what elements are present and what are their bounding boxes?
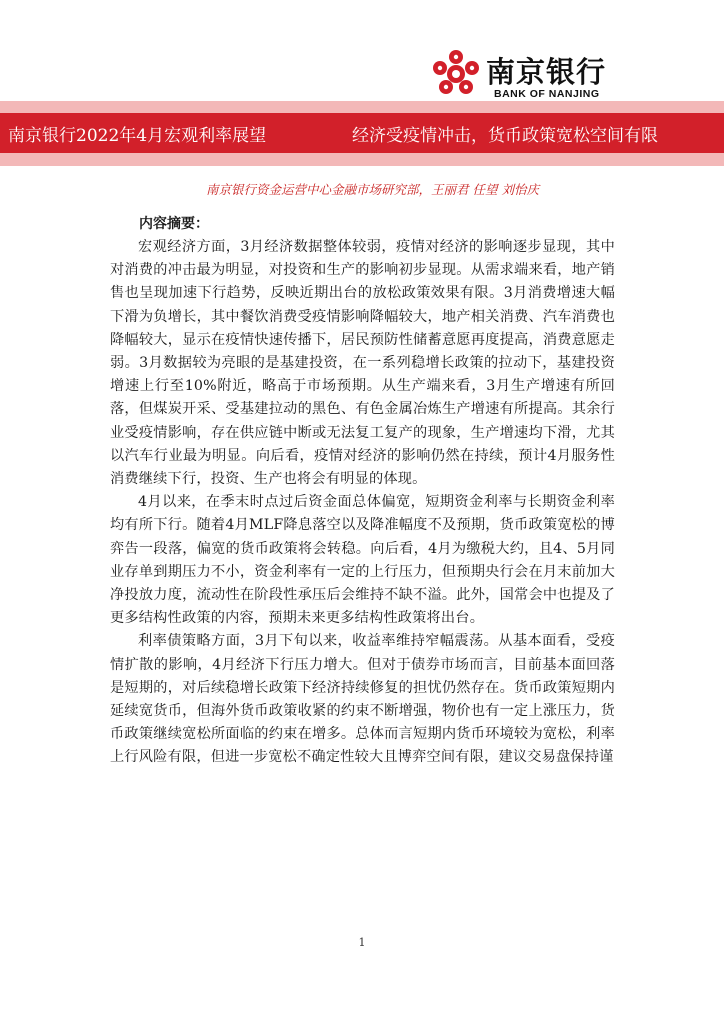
abstract-body — [110, 236, 615, 770]
report-title: 南京银行2022年4月宏观利率展望 — [8, 126, 267, 146]
logo-english-name: BANK OF NANJING — [494, 88, 600, 100]
paragraph-macro: 宏观经济方面，3月经济数据整体较弱，疫情对经济的影响逐步显现，其中对消费的冲击最为明显，对投资和生产的影响初步显现。从需求端来看，地产销售也呈现加速下行趋势，反映近期出台的放松政策效果有限。3月消费增速大幅下滑为负增长，其中餐饮消费受疫情影响降幅较大，地产相关消费、汽车消费也降幅较大，显示在疫情快速传播下，居民预防性储蓄意愿再度提高，消费意愿走弱。3月数据较为亮眼的是基建投资，在一系列稳增长政策的拉动下，基建投资增速上行至10%附近，略高于市场预期。从生产端来看，3月生产增速有所回落，但煤炭开采、受基建拉动的黑色、有色金属冶炼生产增速有所提高。其余行业受疫情影响，存在供应链中断或无法复工复产的现象，生产增速均下滑，尤其以汽车行业最为明显。向后看，疫情对经济的影响仍然在持续，预计4月服务性消费继续下行，投资、生产也将会有明显的体现。 — [110, 239, 615, 488]
bank-logo-icon — [430, 48, 482, 100]
page-number: 1 — [358, 936, 366, 949]
paragraph-strategy: 利率债策略方面，3月下旬以来，收益率维持窄幅震荡。从基本面看，受疫情扩散的影响，4月经济下行压力增大。但对于债券市场而言，目前基本面回落是短期的，对后续稳增长政策下经济持续修复的担忧仍然存在。货币政策短期内延续宽货币，但海外货币政策收紧的约束不断增强，物价也有一定上涨压力，货币政策继续宽松所面临的约束在增多。总体而言短期内货币环境较为宽松，利率上行风险有限，但进一步宽松不确定性较大且博弈空间有限，建议交易盘保持谨 — [110, 633, 615, 766]
report-subtitle: 经济受疫情冲击，货币政策宽松空间有限 — [352, 126, 658, 146]
logo-chinese-name: 南京银行 — [486, 55, 607, 89]
paragraph-liquidity: 4月以来，在季末时点过后资金面总体偏宽，短期资金利率与长期资金利率均有所下行。随着4月MLF降息落空以及降准幅度不及预期，货币政策宽松的博弈告一段落，偏宽的货币政策将会转稳。向后看，4月为缴税大约，且4、5月同业存单到期压力不小，资金利率有一定的上行压力，但预期央行会在月末前加大净投放力度，流动性在阶段性承压后会维持不缺不溢。此外，国常会中也提及了更多结构性政策的内容，预期未来更多结构性政策将出台。 — [110, 494, 615, 627]
authors-line: 南京银行资金运营中心金融市场研究部，王丽君 任望 刘怡庆 — [206, 182, 539, 197]
abstract-heading: 内容摘要： — [139, 216, 209, 232]
bank-logo — [430, 48, 630, 106]
